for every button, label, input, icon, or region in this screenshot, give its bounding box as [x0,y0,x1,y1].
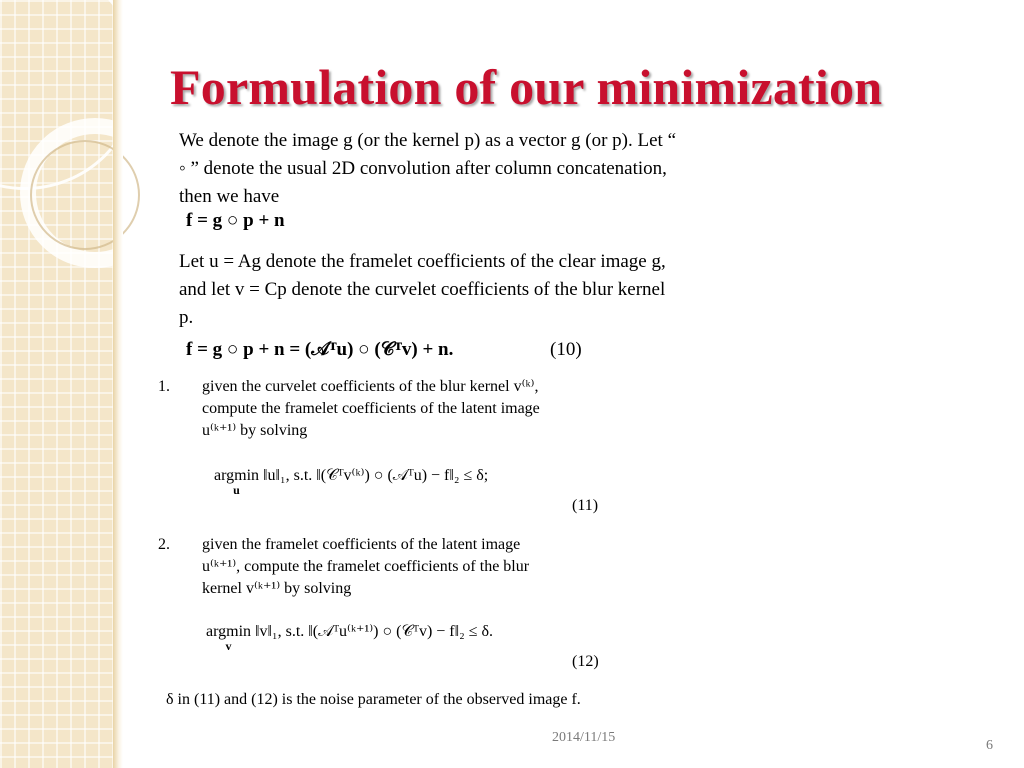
equation-12-number: (12) [572,653,599,670]
decorative-ring [30,140,140,250]
step-1-index: 1. [158,378,170,395]
decorative-side-band [0,0,113,768]
argmin-variable: v [225,639,232,653]
slide-date: 2014/11/15 [552,730,616,745]
step-1-expression: ‖u‖₁, s.t. ‖(𝒞ᵀv⁽ᵏ⁾) ○ (𝒜ᵀu) − f‖₂ ≤ δ; [263,467,489,484]
step-2-expression: ‖v‖₁, s.t. ‖(𝒜ᵀu⁽ᵏ⁺¹⁾) ○ (𝒞ᵀv) − f‖₂ ≤ δ. [255,623,494,640]
equation-10-number: (10) [550,339,582,360]
argmin-operator: argmin [206,623,252,640]
step-2 [158,534,608,600]
noise-parameter-note: δ in (11) and (12) is the noise parameter of the observed image f. [166,691,581,708]
step-2-line-3: kernel v⁽ᵏ⁺¹⁾ by solving [202,580,352,597]
intro-paragraph: We denote the image g (or the kernel p) as a vector g (or p). Let “ ◦ ” denote the usual 2D convolution after column concatenation, then we have [179,130,677,207]
step-2-line-2: u⁽ᵏ⁺¹⁾, compute the framelet coefficients of the blur [202,558,530,575]
step-1-line-1: given the curvelet coefficients of the blur kernel v⁽ᵏ⁾, [202,378,539,395]
step-1 [158,376,608,442]
decorative-band-edge [113,0,123,768]
step-2-index: 2. [158,536,170,553]
argmin-variable: u [233,483,240,497]
argmin-operator: argmin [214,467,260,484]
slide-title: Formulation of our minimization [170,59,883,115]
page-number: 6 [986,738,993,753]
step-1-problem [214,465,489,497]
equation-10 [186,339,582,361]
coefficients-paragraph: Let u = Ag denote the framelet coefficients of the clear image g, and let v = Cp denote the curvelet coefficients of the blur kernel p. [179,251,666,328]
equation-11-number: (11) [572,497,599,514]
step-2-problem [206,621,494,653]
step-1-line-2: compute the framelet coefficients of the latent image [202,400,540,417]
step-2-line-1: given the framelet coefficients of the latent image [202,536,521,553]
convolution-equation: f = g ○ p + n [186,210,285,231]
equation-10-body: f = g ○ p + n = (𝒜ᵀu) ○ (𝒞ᵀv) + n. [186,339,454,360]
step-1-line-3: u⁽ᵏ⁺¹⁾ by solving [202,422,308,439]
